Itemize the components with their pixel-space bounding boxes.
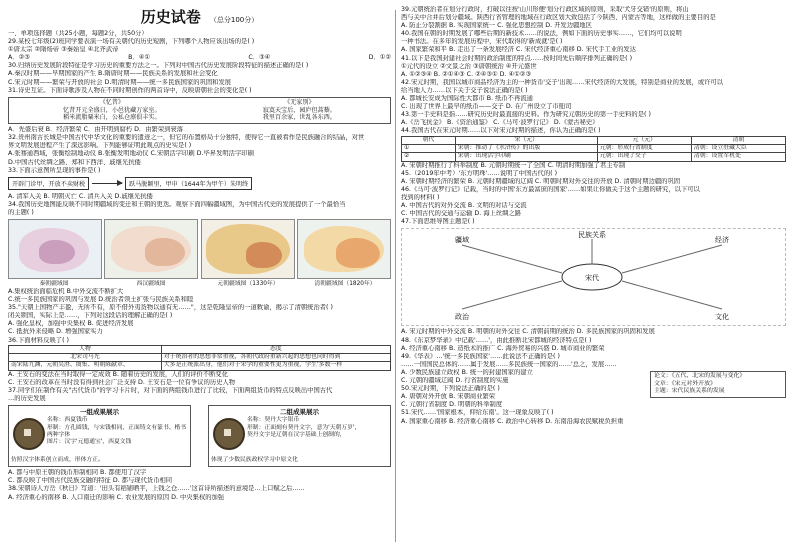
poem-2 [263, 99, 336, 122]
q44-row-1-cell-1: 宋朝：推动了《水浒传》的出版 [455, 144, 597, 152]
q36-table-header-attitude: 态度 [161, 345, 390, 353]
q35-line-3: A. 强化皇权，加强中央集权 B. 促进经济发展 [8, 320, 134, 328]
coin-1-name: 名称：西夏钱币 [47, 417, 88, 424]
column-divider [395, 10, 396, 542]
q50-options-1: A. 唐朝对外开放 B. 宋朝商业繁荣 [401, 393, 496, 401]
q43-options: A.《岳飞抗金》 B.《资治通鉴》 C.《马可·波罗行记》 D.《蒙古秘史》 [401, 119, 599, 127]
q44-stem: 44.我国古代在宋元时期……以下对宋元时期的描述，你认为正确的是( ) [401, 127, 601, 135]
reference-box [650, 371, 786, 398]
mind-map-branch [622, 245, 722, 273]
mind-map-branch [462, 281, 562, 309]
flow-box-2: 跃马脱颖里，甲申（1644年为甲午）朱明终 [125, 177, 252, 190]
q49-line-1: 49.《华表》…'统一多民族国家'……此说法不正确的是( ) [401, 352, 560, 360]
khitan-coin-image [213, 418, 245, 450]
flow-arrow [92, 183, 122, 184]
reference-line-1: 论文：《五代、北宋的发展与变化》 [654, 372, 746, 379]
q44-row-1-label: ① [402, 144, 456, 152]
western-han-map-image [104, 219, 198, 279]
q44-row-2-cell-3: 清朝：设置军机处 [691, 153, 785, 161]
q37-options-2: C. 都反映了中国古代民族交融的特征 D. 都与现代货币相同 [8, 477, 173, 485]
poem-1 [63, 99, 161, 122]
q34-options-1: A.集权统治面临危机 B.中外交流不断扩大 [8, 287, 124, 295]
mind-map-node-4: 文化 [715, 313, 729, 322]
q38-stem: 38.宋朝诗人方岳《秋日》写道：'田头有稻铺晒平，上钱之仓……'这首诗所描述的意境是…上口赋之后…… [8, 485, 305, 493]
coin-2-name: 名称：契丹大字银币 [247, 417, 300, 424]
q31-options: A．先盛后衰 B．经济繁荣 C．由开明到腐朽 D．由繁荣到衰落 [8, 126, 184, 134]
q36-options-2: C. 王安石的改革在当时没有得到社会广泛支持 D. 王安石是一位有争议的历史人物 [8, 378, 236, 386]
q43-stem: 43.第一手史料是指……研究历史时最直接的史料。作为研究元朝历史的第一手史料的是( ) [401, 111, 651, 119]
q49-line-2: ……一国国民总体的……属于发展……多民族统一国家的……'总之，发展…… [401, 360, 617, 368]
q36-table-header-person: 人物 [9, 345, 162, 353]
q32-line-1: 32.贵州南古长城是中国古代中华文化的重要的遗迹之一，但它的布置格局十分独特，使得它一直被看作是民族融合的结晶，对世 [8, 134, 365, 142]
q32-line-2: 界文明发展进程产生了深远影响。下列能够证明此观点的史实是( ) [8, 142, 192, 150]
q29-option-c[interactable]: C．③④ [248, 54, 271, 62]
mind-map-svg [402, 229, 786, 325]
q39-line-2: 西与关中合并后划分疆域。陕西行省管理的地域在行政区划大致包括了今陕西、内蒙古等地，这样做的主要目的是 [401, 14, 716, 22]
q42-options-1: A. 都城长安成为国际性大都市 B. 纸币不再流通 [401, 95, 533, 103]
qing-map-image [297, 219, 391, 279]
q44-row-2-label: ② [402, 153, 456, 161]
q49-options-1: A. 少数民族建立政权 B. 统一的封建国家的建立 [401, 368, 533, 376]
q37-options-1: A. 都与中原王朝的钱币形制相同 B. 都使用了汉字 [8, 469, 147, 477]
q29-option-b[interactable]: B．④① [128, 54, 151, 62]
coin-panel-2-heading: 二组成果展示 [280, 408, 319, 417]
q36-table-person-1: 北宋司马光 [9, 354, 162, 362]
q44-table [401, 136, 786, 162]
q40-line-2: 一种书法。在多年的发展历程中，宋代取得的'新成就'是( ) [401, 38, 563, 46]
q29-option-d[interactable]: D．①② [368, 54, 391, 62]
q51-stem: 51.宋代……'国家根本，仰给东南'。这一现象反映了( ) [401, 409, 554, 417]
q36-options-1: A. 王安石的变法在当时取得一定成效 B. 随着历史的发展，人们的评价不断变化 [8, 370, 229, 378]
q45-stem: 45.（2019年中考）'东方明珠'……说明了中国古代的( ) [401, 169, 558, 177]
coin-panel-2-text [247, 417, 388, 439]
q34-options-2: C.统一多民族国家的巩固与发展 D.统治者领土扩张与民族关系和睦 [8, 296, 194, 304]
q36-table-attitude-2: 大多是正统派出身，他们对于宋学的重要性更为重视，学生'多数一样 [161, 362, 390, 370]
map-labels [8, 280, 391, 288]
q42-line-1: 42.宋元时期，我国以城市商品经济为主的一种货币'交子'出现……宋代经济的大发展，特别是商业的发展，或许可以 [401, 78, 724, 86]
q48-options: A. 经济重心南移 B. 造纸术的推广 C. 海外贸易的兴盛 D. 城市商业的繁荣 [401, 344, 605, 352]
q50-stem: 50.宋元时期，下列说法正确的是( ) [401, 385, 500, 393]
q34-line-2: 的主题( ) [8, 208, 34, 216]
coin-panel-1 [8, 405, 191, 467]
q50-options-2: C. 元朝行省制度 D. 明朝的科举制度 [401, 401, 503, 409]
mind-map-diagram [401, 228, 786, 326]
q44-row-1-cell-2: 元朝：形成行省制度 [597, 144, 691, 152]
coin-2-script: 契丹文字是辽朝在汉字基础上创制的， [247, 432, 346, 439]
q35-line-1: 35."天朝上国物产丰盈，无所不有，原不借外夷货物以通有无……"，这是乾隆皇帝的一道敕谕，揭示了清朝统治者( ) [8, 304, 333, 312]
q49-options-2: C. 元朝的疆域辽阔 D. 行省制度的实施 [401, 377, 509, 385]
poem-2-line-2: 我里百余家，世乱各东西。 [262, 114, 336, 122]
q41-stem: 41.以下是我国封建社会时期的政治制度的特点……按时间先后顺序排列正确的是( ) [401, 54, 633, 62]
q42-options-2: C. 出现了世界上最早的纸币——交子 D. 在广州设立了市舶司 [401, 103, 572, 111]
section-heading: 一、单项选择题（共25小题，每题2分，共50分） [8, 30, 148, 37]
q48-stem: 48.《东京梦华录》中记载'……'，由此推断北宋都城的经济特点是( ) [401, 336, 592, 344]
q44-row-1-cell-3: 清朝：设立驻藏大臣 [691, 144, 785, 152]
mind-map-branch [622, 281, 722, 309]
poem-1-line-1: 忆昔开元全盛日，小邑犹藏万家室。 [63, 106, 161, 114]
xixia-coin-image [13, 418, 45, 450]
yuan-map-image [201, 219, 295, 279]
map-label-qing: 清朝疆域图（1820年） [314, 280, 376, 287]
exam-title-text: 历史试卷 [140, 8, 201, 26]
poem-2-line-1: 寂寞天宝后，园庐但蒿藜。 [262, 106, 336, 114]
q33-flow [8, 177, 391, 191]
q44-header-3: 元（元） [597, 136, 691, 144]
q46-line-1: 46.《马可·波罗行记》记载，当时的中国'东方最富庶的国家'……如果让你做关于这个主题的研究，以下可以 [401, 186, 700, 193]
coin-panel-1-foot: 仿照汉字体系创立而成，形体方正。 [11, 456, 104, 463]
q30-options-1: A.秦汉时期——早期国家的产生 B.隋唐时期——民族关系的发展和社会变化 [8, 70, 218, 78]
q39-options: A. 防止分裂割据 B. 实现国家统一 C. 强化思想控制 D. 开发边疆地区 [401, 22, 592, 30]
q40-options: A. 国家繁荣和平 B. 走出了一条发展经济 C. 宋代经济重心南移 D. 宋代手工业的发达 [401, 46, 636, 54]
q35-line-4: C. 抵抗外来侵略 D. 增强国家实力 [8, 328, 103, 336]
poem-1-title: 《忆昔》 [99, 98, 125, 106]
coin-panels [8, 405, 391, 467]
q32-line-4: D.中国古代丝绸之路、郑和下西洋、戚继光抗倭 [8, 158, 141, 166]
mind-map-node-1: 疆域 [455, 236, 469, 245]
dynasty-maps [8, 219, 391, 279]
exam-title [8, 6, 391, 30]
q41-items: ①元代的设立 ②文景之治 ③唐朝统治 ④开元盛世 [401, 62, 537, 70]
q39-line-1: 39.元朝统治者在划分行政时，打破以往按'山川形便'划分行政区域的原则，采取'犬牙交错'的原则，将山 [401, 6, 689, 13]
q29-items: ①唐太宗 ②隋炀帝 ③秦始皇 ④北齐武帝 [8, 46, 119, 54]
q41-options: A. ①②③④ B. ②①④③ C. ②④③① D. ④①②③ [401, 70, 532, 78]
right-column [401, 0, 786, 550]
map-label-yuan: 元朝疆域图（1330年） [217, 280, 279, 287]
q46-options-2: C. 中国古代的交通与运输 D. 海上丝绸之路 [401, 210, 522, 218]
q46-line-2: 找到的材料( ) [401, 194, 440, 202]
q51-options: A. 国家重心南移 B. 经济重心南移 C. 政治中心转移 D. 东南沿海农民赋税负担重 [401, 417, 624, 425]
q44-header-2: 宋（元） [455, 136, 597, 144]
q36-table [8, 345, 391, 371]
q31-stem: 31.诗史互证。下面诗歌涉及人物在不同时期创作的两首诗中，反映唐朝社会的变化是( ) [8, 86, 252, 94]
poem-1-line-2: 稻米流脂粟米白，公私仓廪俱丰实。 [63, 114, 161, 122]
q42-line-2: 给当地人力……以下关于交子说法正确的是( ) [401, 86, 528, 94]
q30-stem: 30.归纳历史发展阶段特征是学习历史的重要方法之一。下列对中国古代历史发展阶段特征的描述正确的是( ) [8, 62, 309, 70]
q29-stem: 29.某校七年级(2)班同学要表演一场有关朝代的历史短剧，下列哪个人物应该出场的是( ) [8, 38, 255, 46]
reference-line-3: 主题：宋代民族关系的发展 [654, 388, 725, 395]
q44-row-2-cell-1: 宋朝：出现活字印刷 [455, 153, 597, 161]
q36-table-attitude-1: 对于统治者的思想非常重视，各朝代政府重新兴起的思想也同时得到 [161, 354, 390, 362]
coin-2-form: 形制：正面刻有契丹文字，意为'天朝万岁'， [247, 424, 361, 431]
flow-box-1: 开辟门诊甲，开放不卖财税 [8, 177, 89, 190]
qin-map-image [8, 219, 102, 279]
mind-map-branch [462, 245, 562, 273]
q38-options: A. 经济重心的南移 B. 人口南迁的影响 C. 农业发展的原因 D. 中央集权的加强 [8, 493, 225, 501]
q35-line-2: 闭关锁国，实际上是……，下列对这段话的理解正确的是( ) [8, 312, 173, 320]
q47-stem: 47.下面思维导图主题是( ) [401, 218, 475, 226]
mind-map-node-3: 经济 [715, 236, 729, 245]
q47-options: A. 宋元时期的中外交流 B. 明朝的对外交往 C. 清朝前期的统治 D. 多民族国家的巩固和发展 [401, 328, 655, 336]
mind-map-center-label: 宋代 [585, 274, 599, 283]
coin-1-image-note: 图片：汉字'元德通宝'，西夏文钱 [47, 439, 132, 446]
mind-map-node-2: 政治 [455, 313, 469, 322]
coin-panel-2 [208, 405, 391, 467]
q36-table-person-2: 南宋陆九渊，元朝吴澄、虞集、明朝陈献章、 [9, 362, 162, 370]
q44-header-4: 清朝 [691, 136, 785, 144]
exam-title-note: （总分100分） [209, 16, 259, 24]
q40-line-1: 40.我国在朝的时期发展了哪些后期的新技术……的说法，例如下面的历史事实……，它们均可以说明 [401, 30, 682, 38]
q33-stem: 33.下面示意图所呈现的事件是( ) [8, 166, 101, 174]
coin-panel-2-foot: 体现了少数民族政权学习中原文化 [211, 456, 298, 463]
q29-option-a[interactable]: A．②③ [8, 54, 30, 62]
q44-header-1: 朝代 [402, 136, 456, 144]
q49-q50-block [401, 369, 786, 409]
q29-options [8, 54, 391, 62]
q36-stem: 36.下面材料反映了( ) [8, 336, 70, 344]
q46-options-1: A. 中国古代的对外交流 B. 文明的对话与交流 [401, 202, 527, 210]
q30-options-2: C.宋元时期——繁荣与开放的社会 D.明清时期——统一多民族国家的巩固和发展 [8, 78, 232, 86]
q34-line-1: 34.我国历史地图能反映不同时期疆域的变迁和王朝的更迭。观察下面四幅疆域图，为中国古代史的发展提供了一个最恰当 [8, 200, 346, 208]
q37-line-2: …的历史发展 [8, 395, 46, 403]
q37-line-1: 37.同学们在制作有关"古代货币"的学习卡片时，对下面的两组钱币进行了比较，下面两组货币的特点反映出中国古代 [8, 387, 333, 395]
reference-line-2: 文章：《宋元对外开放》 [654, 380, 716, 387]
coin-panel-1-heading: 一组成果展示 [80, 408, 119, 417]
coin-panel-1-text [47, 417, 188, 447]
q44-options: A. 宋朝时期推行了科举制度 B. 元朝时期统一了全国 C. 明清时期加强了君主专制 [401, 161, 626, 169]
q33-options: A. 清军入关 B. 明朝灭亡 C. 清兵入关 D.戚继光抗倭 [8, 192, 153, 200]
q45-options: A. 宋朝时期经济的繁荣 B. 元朝时期疆域的辽阔 C. 明朝时期对外交往的开放 D. 清朝时期边疆的巩固 [401, 177, 681, 185]
left-column [8, 0, 391, 550]
map-label-western-han: 西汉疆域图 [136, 280, 166, 287]
q44-row-2-cell-2: 元朝：出现了交子 [597, 153, 691, 161]
mind-map-node-5: 民族关系 [578, 231, 606, 240]
poem-box [8, 97, 391, 124]
poem-2-title: 《无家别》 [284, 98, 315, 106]
map-label-qin: 秦朝疆域图 [39, 280, 69, 287]
q32-line-3: A.张骞通西域，张衡绘制地动仪 B.张衡发明地动仪 C.宋朝活字印刷 D.毕昇发明活字印刷 [8, 150, 254, 158]
coin-1-form: 形制：方孔圆钱，与宋钱相同，正面铸文有篆书、楷书两种字体 [47, 424, 187, 439]
